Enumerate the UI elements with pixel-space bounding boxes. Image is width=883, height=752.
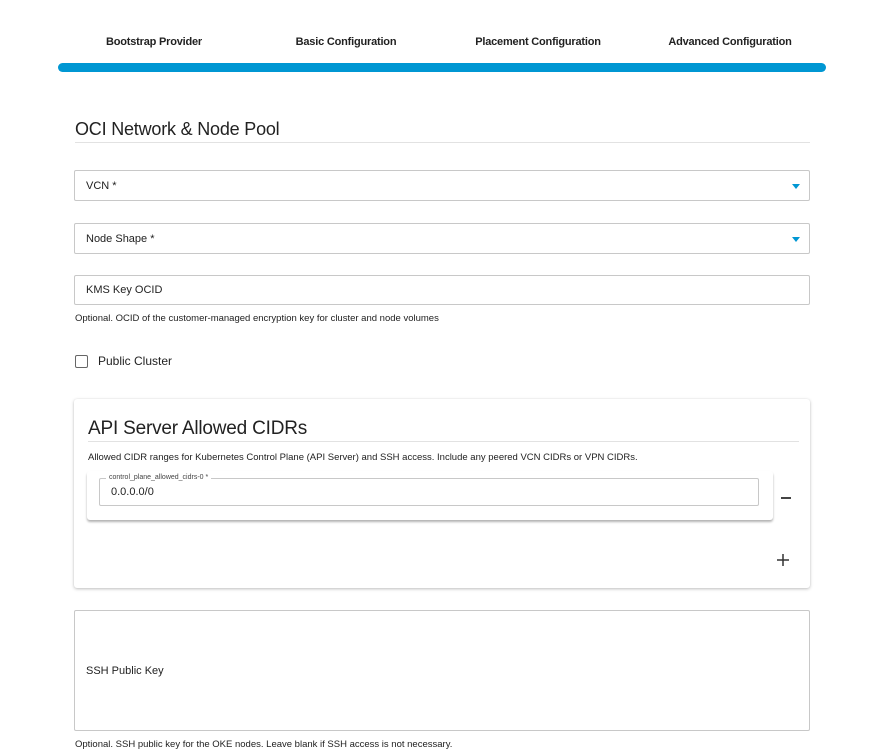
vcn-select[interactable]: [74, 170, 810, 201]
kms-key-label: KMS Key OCID: [86, 284, 163, 296]
ssh-key-help-text: Optional. SSH public key for the OKE nodes. Leave blank if SSH access is not necessary.: [75, 739, 453, 750]
section-title: OCI Network & Node Pool: [75, 119, 280, 139]
ssh-key-label: SSH Public Key: [86, 665, 164, 677]
cidr-input-label: control_plane_allowed_cidrs-0 *: [106, 473, 211, 483]
cidr-input[interactable]: [99, 474, 759, 506]
step-bootstrap-provider[interactable]: Bootstrap Provider: [105, 36, 203, 48]
add-cidr-button[interactable]: [773, 550, 793, 570]
node-shape-label: Node Shape *: [86, 233, 155, 245]
caret-down-icon: [792, 237, 800, 242]
cidr-list-item: [87, 471, 773, 520]
public-cluster-label[interactable]: Public Cluster: [98, 354, 173, 368]
plus-icon: [777, 554, 789, 566]
cidr-input-value[interactable]: 0.0.0.0/0: [111, 486, 154, 498]
vcn-label: VCN *: [86, 180, 117, 192]
node-shape-select[interactable]: [74, 223, 810, 254]
step-placement-configuration[interactable]: Placement Configuration: [475, 36, 601, 48]
section-divider: [75, 142, 810, 143]
minus-icon: [781, 497, 791, 499]
step-basic-configuration[interactable]: Basic Configuration: [295, 36, 397, 48]
api-server-cidrs-card: [74, 399, 810, 588]
wizard-stepper: [58, 0, 826, 80]
kms-key-help-text: Optional. OCID of the customer-managed encryption key for cluster and node volumes: [75, 313, 439, 324]
public-cluster-row[interactable]: [75, 354, 172, 368]
ssh-public-key-textarea[interactable]: [74, 610, 810, 731]
step-advanced-configuration[interactable]: Advanced Configuration: [668, 36, 792, 48]
caret-down-icon: [792, 184, 800, 189]
card-divider: [88, 441, 799, 442]
kms-key-ocid-input[interactable]: [74, 275, 810, 305]
progress-bar: [58, 63, 826, 72]
stepper-steps: [58, 36, 826, 48]
public-cluster-checkbox[interactable]: [75, 355, 88, 368]
card-description: Allowed CIDR ranges for Kubernetes Control Plane (API Server) and SSH access. Include any peered VCN CIDRs or VPN CIDRs.: [88, 452, 638, 463]
card-title: API Server Allowed CIDRs: [88, 418, 308, 439]
remove-cidr-button[interactable]: [776, 488, 796, 508]
